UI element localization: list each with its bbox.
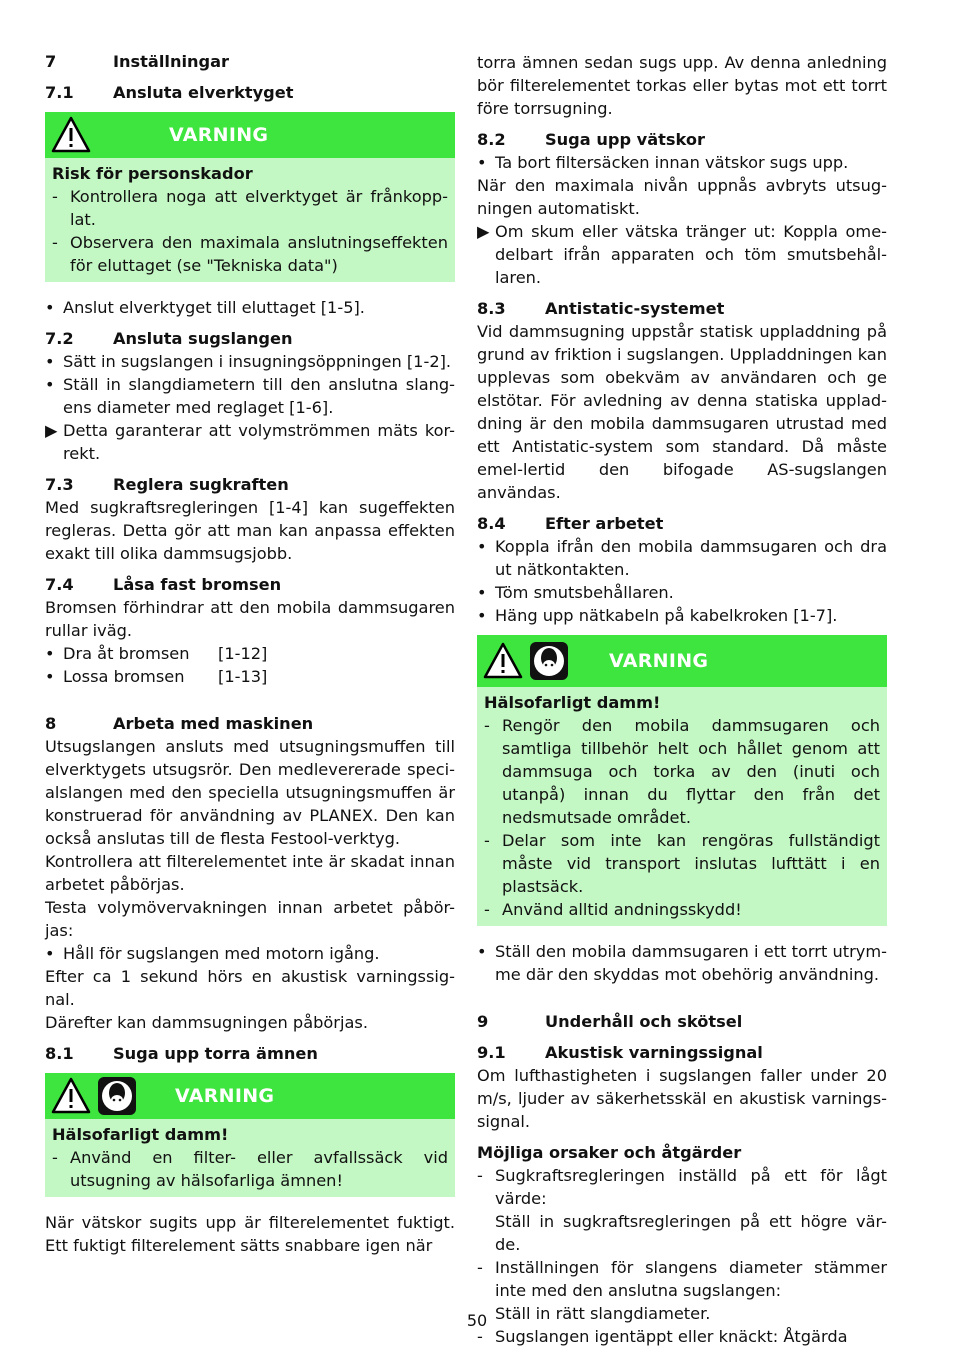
warning-label: VARNING <box>169 123 269 146</box>
bullet-item: • Lossa bromsen [1-13] <box>45 667 268 686</box>
warning-body <box>45 1119 455 1197</box>
paragraph: Testa volymövervakningen innan arbetet påbör-jas: <box>45 898 455 940</box>
warning-item: - Delar som inte kan rengöras fullständigt måste vid transport inslutas lufttätt i en plastsäck. <box>484 831 880 896</box>
warning-bar <box>45 1073 455 1119</box>
bullet-item: • Ställ den mobila dammsugaren i ett torrt utrym-me där den skyddas mot obehörig användning. <box>477 942 887 984</box>
warning-item: - Kontrollera noga att elverktyget är frånkopp-lat. <box>52 187 448 229</box>
paragraph: Efter ca 1 sekund hörs en akustisk varningssig-nal. <box>45 967 455 1009</box>
warning-bar <box>45 112 455 158</box>
warning-label: VARNING <box>609 649 709 672</box>
bullet-item: • Häng upp nätkabeln på kabelkroken [1-7]. <box>477 606 838 625</box>
cause-item: - Sugslangen igentäppt eller knäckt: Åtgärda <box>477 1327 848 1346</box>
bullet-item: • Sätt in sugslangen i insugningsöppningen [1-2]. <box>45 352 452 371</box>
result-arrow-item: ▶ Detta garanterar att volymströmmen mäts kor-rekt. <box>45 421 455 463</box>
respirator-mask-icon <box>529 641 569 681</box>
paragraph: Om lufthastigheten i sugslangen faller under 20 m/s, ljuder av säkerhetsskäl en akustisk varnings-signal. <box>477 1066 887 1131</box>
paragraph: Därefter kan dammsugningen påbörjas. <box>45 1013 368 1032</box>
bullet-item: • Ställ in slangdiametern till den anslutna slang-ens diameter med reglaget [1-6]. <box>45 375 455 417</box>
section-7-1-heading: 7.1 Ansluta elverktyget <box>45 83 294 102</box>
paragraph: När vätskor sugits upp är filterelementet fuktigt. Ett fuktigt filterelement sätts snabbare igen när <box>45 1213 455 1255</box>
bullet-item: • Koppla ifrån den mobila dammsugaren och dra ut nätkontakten. <box>477 537 887 579</box>
bullet-item: • Ta bort filtersäcken innan vätskor sugs upp. <box>477 153 849 172</box>
warning-triangle-icon <box>51 115 91 155</box>
warning-box-personal-injury <box>45 112 455 282</box>
bullet-item: • Anslut elverktyget till eluttaget [1-5]. <box>45 298 365 317</box>
section-7-3-heading: 7.3 Reglera sugkraften <box>45 475 289 494</box>
paragraph: När den maximala nivån uppnås avbryts utsug-ningen automatiskt. <box>477 176 887 218</box>
result-arrow-item: ▶ Om skum eller vätska tränger ut: Koppla ome-delbart ifrån apparaten och töm smutsbehål-laren. <box>477 222 887 287</box>
warning-heading: Hälsofarligt damm! <box>52 1125 229 1144</box>
warning-body <box>477 687 887 926</box>
paragraph: Med sugkraftsregleringen [1-4] kan sugeffekten regleras. Detta gör att man kan anpassa effekten exakt till olika dammsugsjobb. <box>45 498 455 563</box>
section-8-1-heading: 8.1 Suga upp torra ämnen <box>45 1044 318 1063</box>
section-8-4-heading: 8.4 Efter arbetet <box>477 514 664 533</box>
warning-heading: Hälsofarligt damm! <box>484 693 661 712</box>
arrow-right-icon: ▶ <box>45 421 58 440</box>
paragraph: torra ämnen sedan sugs upp. Av denna anledning bör filterelementet torkas eller bytas mot ett torrt före torrsugning. <box>477 53 887 118</box>
warning-box-dust <box>477 635 887 926</box>
warning-box-dust <box>45 1073 455 1197</box>
bullet-item: • Dra åt bromsen [1-12] <box>45 644 268 663</box>
causes-heading: Möjliga orsaker och åtgärder <box>477 1143 742 1162</box>
section-9-1-heading: 9.1 Akustisk varningssignal <box>477 1043 763 1062</box>
warning-heading: Risk för personskador <box>52 164 253 183</box>
warning-triangle-icon <box>483 641 523 681</box>
cause-item: - Sugkraftsregleringen inställd på ett för lågt värde: <box>477 1166 887 1208</box>
warning-item: - Observera den maximala anslutningseffekten för eluttaget (se "Tekniska data") <box>52 233 448 275</box>
right-column <box>477 50 887 1348</box>
warning-label: VARNING <box>175 1084 275 1107</box>
warning-item: - Använd alltid andningsskydd! <box>484 900 742 919</box>
bullet-item: • Håll för sugslangen med motorn igång. <box>45 944 380 963</box>
section-7-2-heading: 7.2 Ansluta sugslangen <box>45 329 293 348</box>
bullet-item: • Töm smutsbehållaren. <box>477 583 674 602</box>
section-9-heading: 9 Underhåll och skötsel <box>477 1012 743 1031</box>
paragraph: Vid dammsugning uppstår statisk uppladdning på grund av friktion i sugslangen. Uppladdningen kan upplevas som obekväm av användaren och ge elstötar. För avledning av denna statiska upplad-dning är den mobila dammsugaren utrustad med ett Antistatic-system som standard. Då måste emel-lertid den bifogade AS-sugslangen användas. <box>477 322 887 502</box>
section-8-2-heading: 8.2 Suga upp vätskor <box>477 130 705 149</box>
left-column <box>45 50 455 1257</box>
warning-item: - Använd en filter- eller avfallssäck vid utsugning av hälsofarliga ämnen! <box>52 1148 448 1190</box>
section-8-3-heading: 8.3 Antistatic-systemet <box>477 299 725 318</box>
section-8-heading: 8 Arbeta med maskinen <box>45 714 314 733</box>
paragraph: Bromsen förhindrar att den mobila dammsugaren rullar iväg. <box>45 598 455 640</box>
arrow-right-icon: ▶ <box>477 222 490 241</box>
section-7-heading: 7 Inställningar <box>45 52 230 71</box>
warning-body <box>45 158 455 282</box>
remedy-item: Ställ in sugkraftsregleringen på ett högre vär-de. <box>495 1212 887 1254</box>
cause-item: - Inställningen för slangens diameter stämmer inte med den anslutna sugslangen: <box>477 1258 887 1300</box>
respirator-mask-icon <box>97 1076 137 1116</box>
remedy-item: Ställ in rätt slangdiameter. <box>495 1304 711 1323</box>
warning-triangle-icon <box>51 1076 91 1116</box>
warning-bar <box>477 635 887 687</box>
section-7-4-heading: 7.4 Låsa fast bromsen <box>45 575 282 594</box>
page-number: 50 <box>466 1311 488 1330</box>
paragraph: Kontrollera att filterelementet inte är skadat innan arbetet påbörjas. <box>45 852 455 894</box>
paragraph: Utsugslangen ansluts med utsugningsmuffen till elverktygets utsugsrör. Den medlevererade speci-alslangen med den speciella utsugningsmuffen är konstruerad för användning av PLANEX. Den kan också anslutas till de flesta Festool-verktyg. <box>45 737 455 848</box>
warning-item: - Rengör den mobila dammsugaren och samtliga tillbehör helt och hållet genom att dammsuga och torka av den (inuti och utanpå) innan du flyttar den från det nedsmutsade området. <box>484 716 880 827</box>
